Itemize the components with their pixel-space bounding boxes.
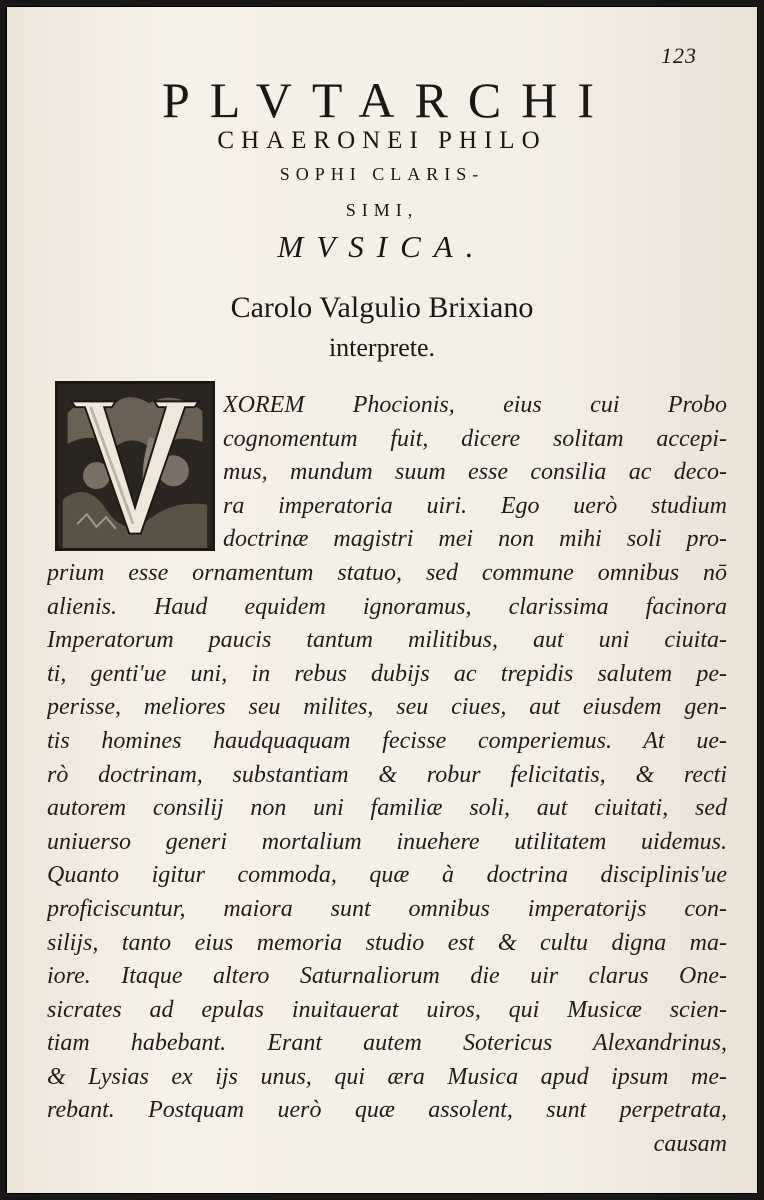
subtitle-line-1: CHAERONEI PHILO [217, 127, 547, 154]
title-author: PLVTARCHI [162, 72, 614, 128]
image-frame [6, 6, 758, 1194]
text-line: Quanto igitur commoda, quæ à doctrina disciplinis'ue [47, 862, 727, 889]
translator-line-1: Carolo Valgulio Brixiano [230, 291, 534, 324]
catchword: causam [653, 1131, 727, 1158]
text-line: perisse, meliores seu milites, seu ciues, aut eiusdem gen- [47, 694, 727, 721]
text-line: autorem consilij non uni familiæ soli, aut ciuitati, sed [47, 795, 727, 822]
text-line: silijs, tanto eius memoria studio est & cultu digna ma- [47, 929, 727, 956]
text-line: iore. Itaque altero Saturnaliorum die uir clarus One- [47, 963, 727, 990]
work-title: MVSICA. [277, 229, 487, 264]
body-text [47, 389, 727, 1162]
text-line: ti, genti'ue uni, in rebus dubijs ac trepidis salutem pe- [47, 660, 727, 687]
text-line: Imperatorum paucis tantum militibus, aut uni ciuita- [47, 627, 727, 654]
text-line: mus, mundum suum esse consilia ac deco- [223, 459, 727, 486]
book-page [7, 7, 757, 1193]
text-line: sicrates ad epulas inuitauerat uiros, qui Musicæ scien- [47, 996, 727, 1023]
translator-line-2: interprete. [328, 333, 436, 362]
text-line: tis homines haudquaquam fecisse comperiemus. At ue- [47, 727, 727, 754]
text-line: uniuerso generi mortalium inuehere utilitatem uidemus. [47, 828, 727, 855]
subtitle-line-3: SIMI, [345, 200, 419, 220]
text-line: prium esse ornamentum statuo, sed commune omnibus nō [47, 559, 727, 586]
text-line: & Lysias ex ijs unus, qui æra Musica apud ipsum me- [47, 1063, 727, 1090]
text-line: XOREM Phocionis, eius cui Probo [223, 392, 727, 418]
text-line: doctrinæ magistri mei non mihi soli pro- [223, 526, 727, 553]
page-number: 123 [661, 43, 697, 68]
text-line: rebant. Postquam uerò quæ assolent, sunt perpetrata, [47, 1097, 727, 1124]
text-line: cognomentum fuit, dicere solitam accepi- [223, 425, 727, 452]
subtitle-line-2: SOPHI CLARIS- [279, 164, 485, 184]
text-line: tiam habebant. Erant autem Sotericus Alexandrinus, [47, 1030, 727, 1057]
text-line: rò doctrinam, substantiam & robur felicitatis, & recti [47, 761, 727, 788]
text-line: proficiscuntur, maiora sunt omnibus imperatorijs con- [47, 895, 727, 922]
text-line: ra imperatoria uiri. Ego uerò studium [223, 492, 727, 519]
text-line: alienis. Haud equidem ignoramus, clarissima facinora [47, 593, 727, 620]
